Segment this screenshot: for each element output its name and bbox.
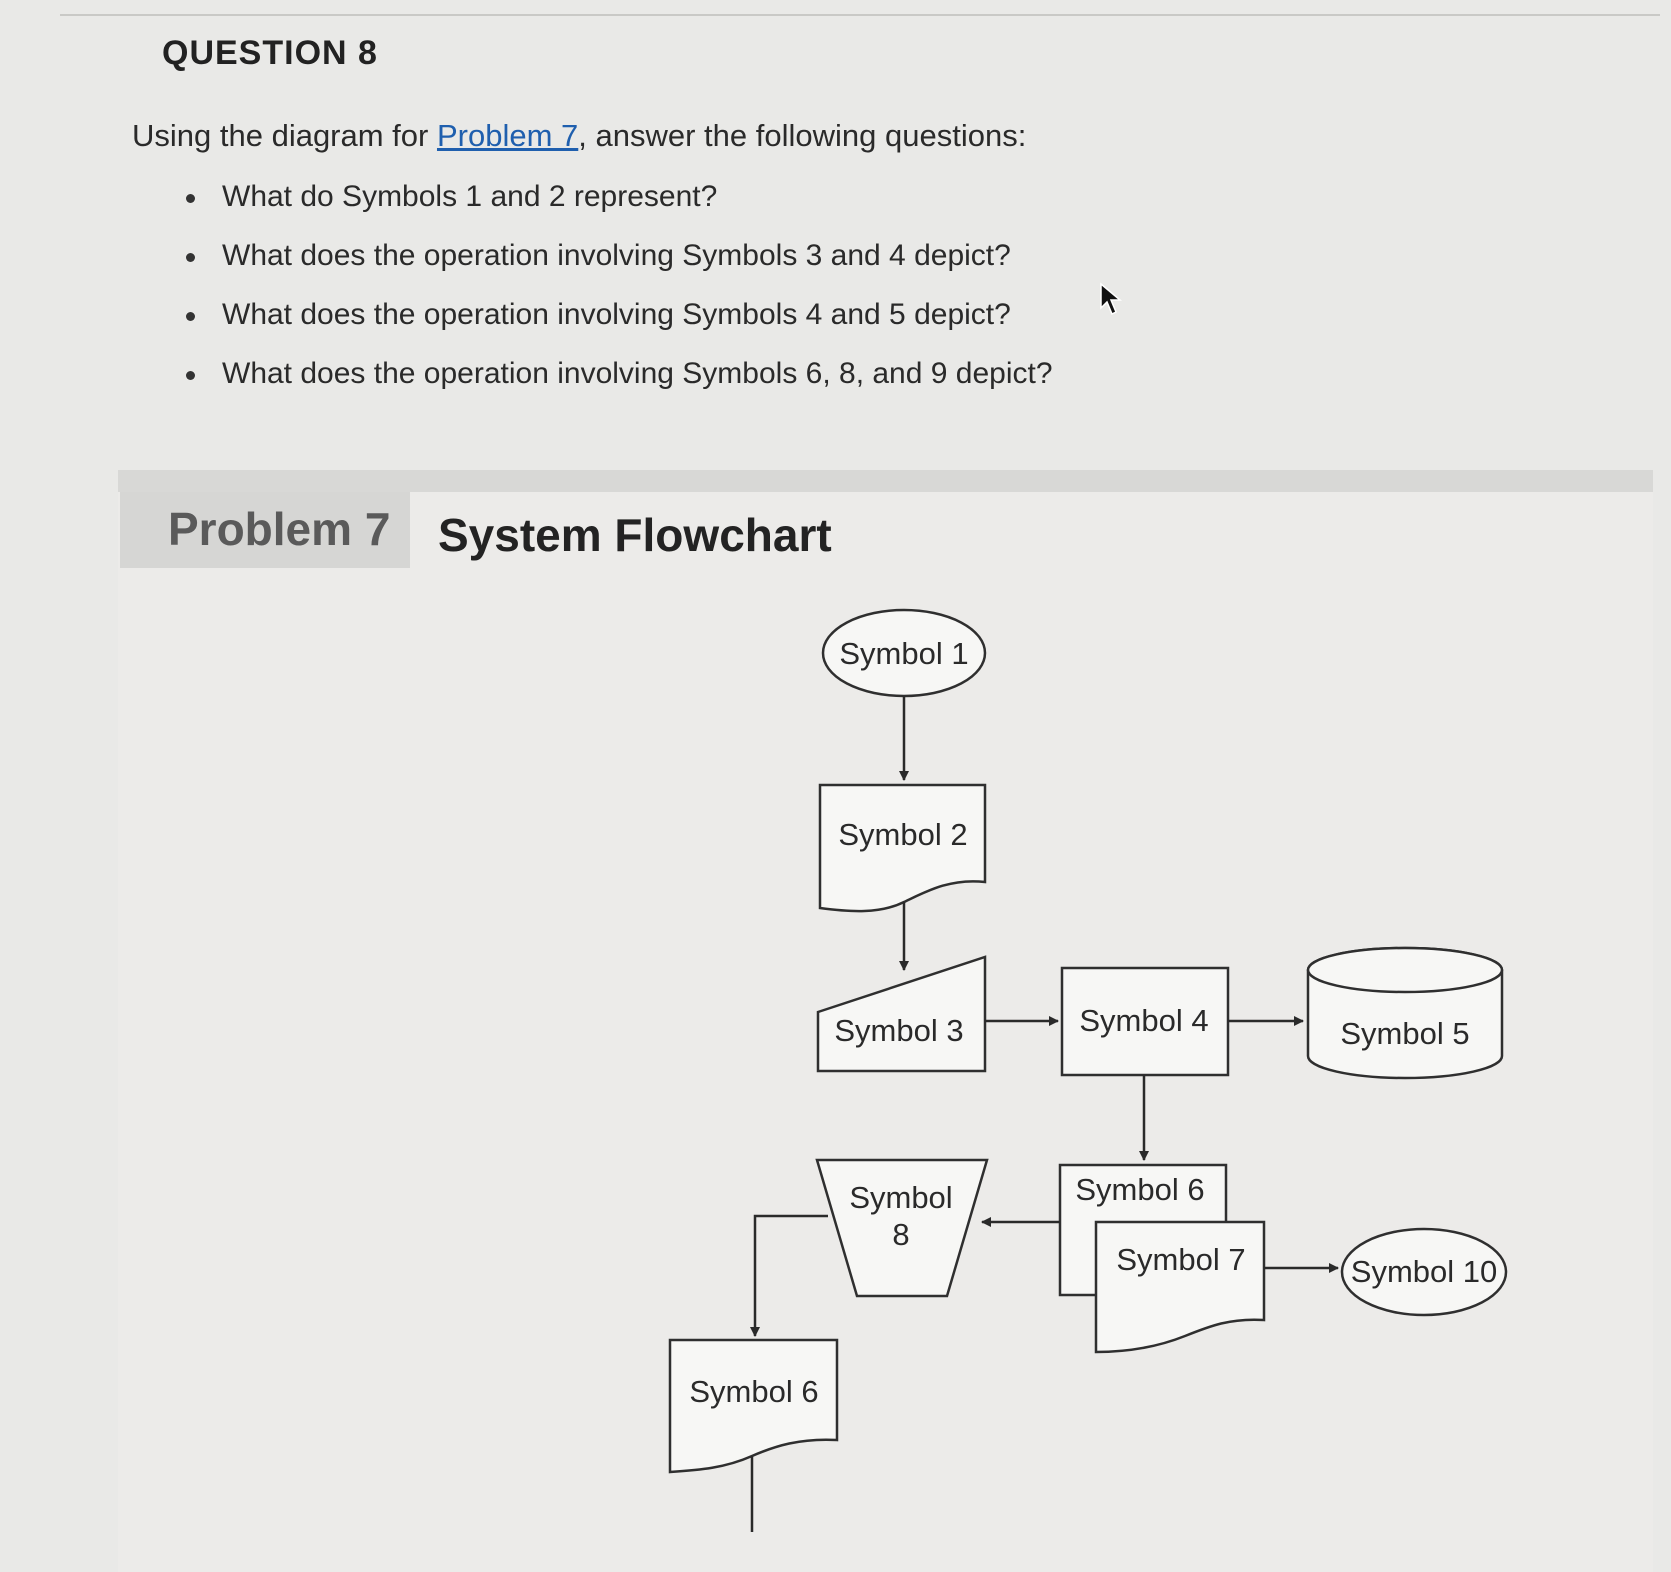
problem-tab-label: Problem 7 — [168, 503, 391, 555]
symbol-5-label: Symbol 5 — [1340, 1016, 1470, 1051]
symbol-7-label: Symbol 7 — [1116, 1242, 1246, 1277]
intro-text-before: Using the diagram for — [132, 118, 437, 153]
intro-text-after: , answer the following questions: — [578, 118, 1027, 153]
question-item: What do Symbols 1 and 2 represent? — [180, 180, 1053, 239]
symbol-10-label: Symbol 10 — [1350, 1254, 1498, 1289]
question-item: What does the operation involving Symbols 6, 8, and 9 depict? — [180, 357, 1053, 416]
connector-8-to-6-bottom — [755, 1216, 828, 1336]
symbol-3-label: Symbol 3 — [834, 1013, 964, 1048]
diagram-title: System Flowchart — [438, 509, 832, 561]
symbol-5-disk-top — [1308, 948, 1502, 992]
symbol-8-label-line2: 8 — [892, 1217, 910, 1252]
symbol-1-label: Symbol 1 — [839, 636, 969, 671]
question-item: What does the operation involving Symbols 4 and 5 depict? — [180, 298, 1053, 357]
question-item: What does the operation involving Symbols 3 and 4 depict? — [180, 239, 1053, 298]
symbol-4-label: Symbol 4 — [1079, 1003, 1209, 1038]
symbol-6-top-label: Symbol 6 — [1075, 1172, 1205, 1207]
question-title: QUESTION 8 — [162, 34, 378, 72]
symbol-6-bottom-label: Symbol 6 — [689, 1374, 819, 1409]
symbol-8-label-line1: Symbol — [849, 1180, 953, 1215]
symbol-2-label: Symbol 2 — [838, 817, 968, 852]
problem-7-link[interactable]: Problem 7 — [436, 118, 579, 153]
